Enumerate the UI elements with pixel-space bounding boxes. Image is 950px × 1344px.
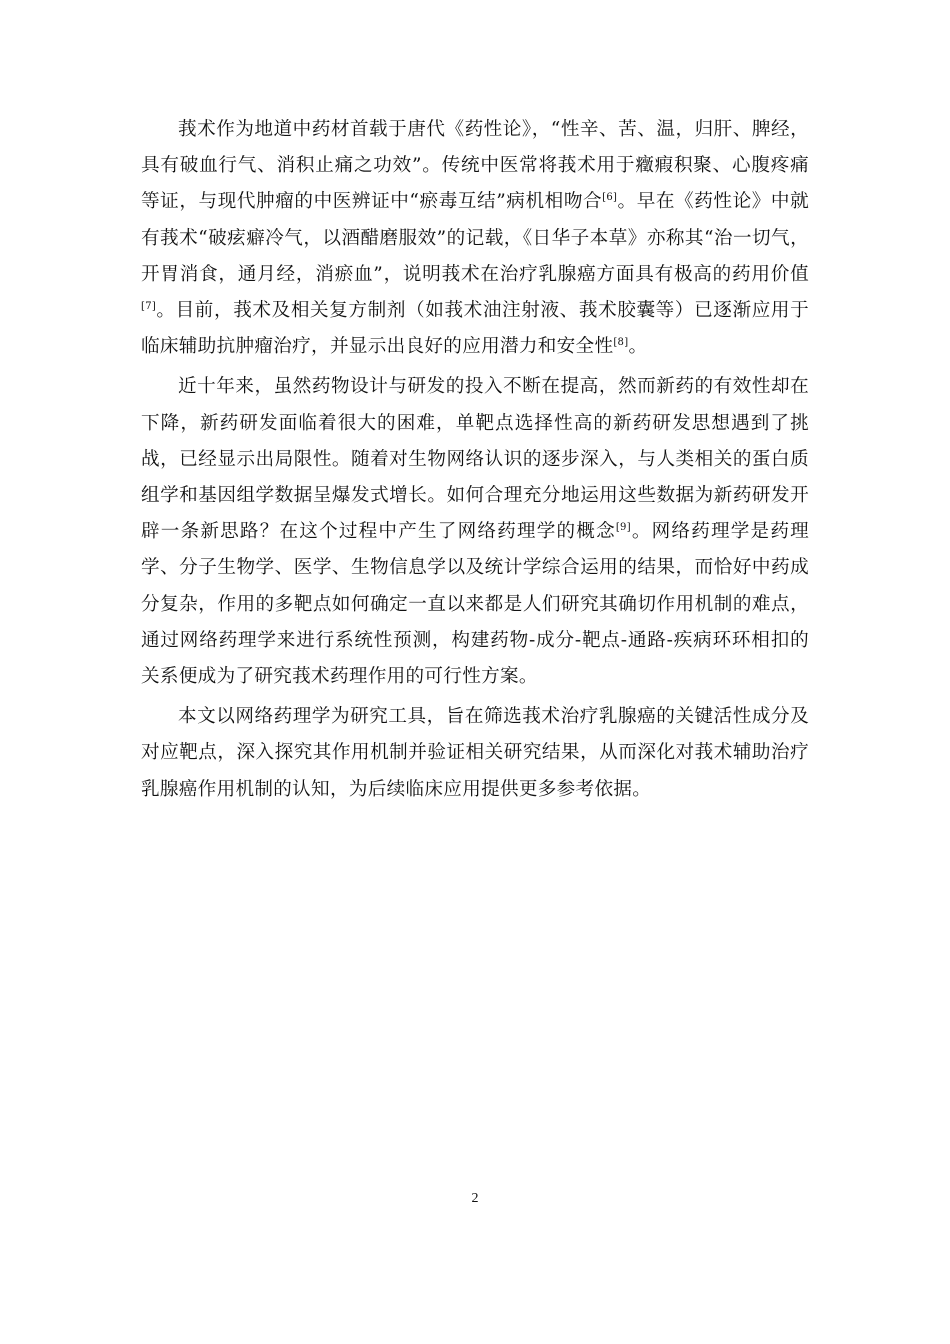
- citation-9: [9]: [615, 522, 631, 534]
- page-number: 2: [471, 1191, 479, 1206]
- citation-6: [6]: [602, 192, 618, 204]
- paragraph-2: [141, 369, 809, 695]
- paragraph-text: 莪术作为地道中药材首载于唐代《药性论》，“性辛、苦、温，归肝、脾经，具有破血行气、消积止痛之功效”。传统中医常将莪术用于癥瘕积聚、心腹疼痛等证，与现代肿瘤的中医辨证中“瘀毒互结”病机相吻合: [141, 119, 809, 213]
- paragraph-text: 。: [628, 336, 648, 358]
- paragraph-1: [141, 112, 809, 365]
- citation-8: [8]: [613, 337, 629, 349]
- body-text: [141, 112, 809, 812]
- citation-7: [7]: [141, 300, 157, 312]
- paragraph-text: 近十年来，虽然药物设计与研发的投入不断在提高，然而新药的有效性却在下降，新药研发面临着很大的困难，单靶点选择性高的新药研发思想遇到了挑战，已经显示出局限性。随着对生物网络认识的逐步深入，与人类相关的蛋白质组学和基因组学数据呈爆发式增长。如何合理充分地运用这些数据为新药研发开辟一条新思路？在这个过程中产生了网络药理学的概念: [141, 376, 809, 543]
- paragraph-text: 。早在《药性论》中就有莪术“破痃癖冷气，以酒醋磨服效”的记载，《日华子本草》亦称其“治一切气，开胃消食，通月经，消瘀血”，说明莪术在治疗乳腺癌方面具有极高的药用价值: [141, 191, 809, 285]
- paragraph-text: 。网络药理学是药理学、分子生物学、医学、生物信息学以及统计学综合运用的结果，而恰好中药成分复杂，作用的多靶点如何确定一直以来都是人们研究其确切作用机制的难点，通过网络药理学来进行系统性预测，构建药物-成分-靶点-通路-疾病环环相扣的关系便成为了研究莪术药理作用的可行性方案。: [141, 521, 810, 688]
- paragraph-3: [141, 699, 809, 808]
- paragraph-text: 。目前，莪术及相关复方制剂（如莪术油注射液、莪术胶囊等）已逐渐应用于临床辅助抗肿瘤治疗，并显示出良好的应用潜力和安全性: [141, 300, 809, 358]
- paragraph-text: 本文以网络药理学为研究工具，旨在筛选莪术治疗乳腺癌的关键活性成分及对应靶点，深入探究其作用机制并验证相关研究结果，从而深化对莪术辅助治疗乳腺癌作用机制的认知，为后续临床应用提供更多参考依据。: [141, 706, 809, 800]
